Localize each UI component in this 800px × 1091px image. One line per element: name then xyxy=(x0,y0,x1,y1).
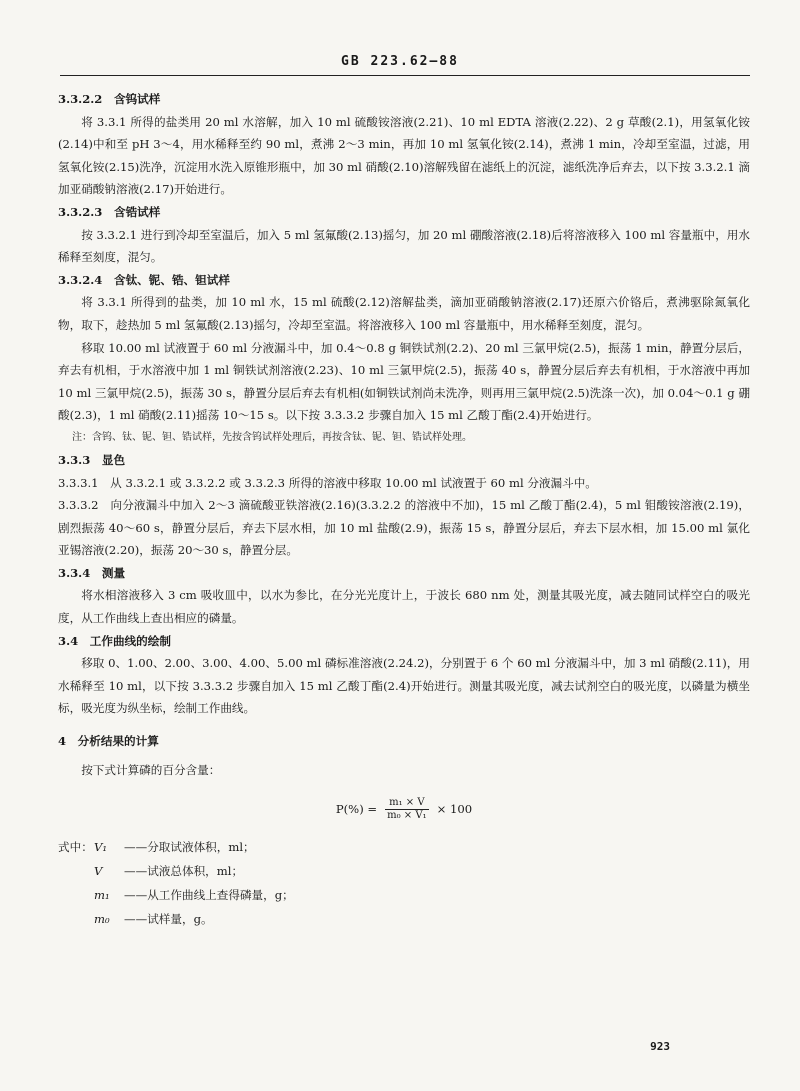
variable-desc: ——试液总体积，ml； xyxy=(124,864,244,879)
item-number: 3.3.3.1 xyxy=(58,475,99,490)
variable-row xyxy=(58,835,750,859)
formula-fraction xyxy=(383,797,430,822)
heading-3-3-2-3: 3.3.2.3 含锆试样 xyxy=(58,204,161,219)
note: 注：含钨、钛、铌、钽、锆试样，先按含钨试样处理后，再按含钛、铌、钽、锆试样处理。 xyxy=(72,431,472,443)
body-text xyxy=(58,88,750,931)
paragraph: 将 3.3.1 所得的盐类用 20 ml 水溶解，加入 10 ml 硫酸铵溶液(2.21)、10 ml EDTA 溶液(2.22)、2 g 草酸(2.1)，用氢氧化铵(2.14)中和至 pH 3～4，用水稀释至约 90 ml，煮沸 2～3 min，再加 10 ml 氢氧化铵(2.14)，煮沸 1 min，冷却至室温，过滤，用氢氧化铵(2.15)洗净，沉淀用水洗入原锥形瓶中，加 30 ml 硝酸(2.10)溶解残留在滤纸上的沉淀，滤纸洗净后弃去，以下按 3.3.2.1 滴加亚硝酸钠溶液(2.17)开始进行。 xyxy=(58,114,750,197)
formula-lhs: P(%) = xyxy=(335,801,378,816)
variable-row xyxy=(58,907,750,931)
paragraph: 将水相溶液移入 3 cm 吸收皿中，以水为参比，在分光光度计上，于波长 680 nm 处，测量其吸光度，减去随同试样空白的吸光度，从工作曲线上查出相应的磷量。 xyxy=(58,588,750,626)
formula-numerator: m₁ × V xyxy=(385,797,428,810)
variable-symbol: V xyxy=(94,864,103,879)
formula-denominator: m₀ × V₁ xyxy=(387,809,427,821)
formula-rhs: × 100 xyxy=(436,801,473,816)
variable-symbol: V₁ xyxy=(94,840,108,855)
paragraph: 移取 0、1.00、2.00、3.00、4.00、5.00 ml 磷标准溶液(2.24.2)，分别置于 6 个 60 ml 分液漏斗中，加 3 ml 硝酸(2.11)，用水稀释至 10 ml，以下按 3.3.3.2 步骤自加入 15 ml 乙酸丁酯(2.4)开始进行。测量其吸光度，减去试剂空白的吸光度，以磷量为横坐标，吸光度为纵坐标，绘制工作曲线。 xyxy=(58,656,750,716)
paragraph: 移取 10.00 ml 试液置于 60 ml 分液漏斗中，加 0.4～0.8 g 铜铁试剂(2.2)、20 ml 三氯甲烷(2.5)，振荡 1 min，静置分层后，弃去有机相，于水溶液中加 1 ml 铜铁试剂溶液(2.23)、10 ml 三氯甲烷(2.5)，振荡 40 s，静置分层后弃去有机相，于水溶液中再加 10 ml 三氯甲烷(2.5)，振荡 30 s，静置分层后弃去有机相(如铜铁试剂尚未洗净，则再用三氯甲烷(2.5)洗涤一次)，加 0.04～0.1 g 硼酸(2.3)，1 ml 硝酸(2.11)摇荡 10～15 s。以下按 3.3.3.2 步骤自加入 15 ml 乙酸丁酯(2.4)开始进行。 xyxy=(58,340,750,423)
variable-symbol: m₀ xyxy=(94,912,110,927)
formula xyxy=(58,785,750,833)
variable-desc: ——分取试液体积，ml； xyxy=(124,840,255,855)
paragraph: 将 3.3.1 所得到的盐类，加 10 ml 水，15 ml 硫酸(2.12)溶解盐类，滴加亚硝酸钠溶液(2.17)还原六价铬后，煮沸驱除氮氧化物，取下，趁热加 5 ml 氢氟酸(2.13)摇匀，冷却至室温。将溶液移入 100 ml 容量瓶中，用水稀释至刻度，混匀。 xyxy=(58,295,750,332)
header-rule xyxy=(60,75,750,76)
item-number: 3.3.3.2 xyxy=(58,498,99,513)
page-number: 923 xyxy=(650,1040,670,1053)
where-label: 式中： xyxy=(58,840,93,855)
heading-3-3-3: 3.3.3 显色 xyxy=(58,452,126,467)
heading-4: 4 分析结果的计算 xyxy=(58,734,159,749)
item-text: 向分液漏斗中加入 2～3 滴硫酸亚铁溶液(2.16)(3.3.2.2 的溶液中不加)，15 ml 乙酸丁酯(2.4)，5 ml 钼酸铵溶液(2.19)，剧烈振荡 40～60 s，静置分层后，弃去下层水相，加 10 ml 盐酸(2.9)，振荡 15 s，静置分层后，弃去下层水相，加 15.00 ml 氯化亚锡溶液(2.20)，振荡 20～30 s，静置分层。 xyxy=(58,498,750,558)
heading-3-3-2-2: 3.3.2.2 含钨试样 xyxy=(58,92,161,106)
heading-3-3-2-4: 3.3.2.4 含钛、铌、锆、钽试样 xyxy=(58,272,230,287)
variable-row xyxy=(58,859,750,883)
variable-desc: ——试样量，g。 xyxy=(124,912,213,927)
heading-3-3-4: 3.3.4 测量 xyxy=(58,565,126,580)
variable-symbol: m₁ xyxy=(94,888,110,903)
formula-intro: 按下式计算磷的百分含量： xyxy=(81,762,221,777)
item-text: 从 3.3.2.1 或 3.3.2.2 或 3.3.2.3 所得的溶液中移取 10.00 ml 试液置于 60 ml 分液漏斗中。 xyxy=(110,475,597,490)
standard-code: GB 223.62—88 xyxy=(341,54,459,69)
numbered-item-3-3-3-1 xyxy=(58,472,750,495)
heading-3-4: 3.4 工作曲线的绘制 xyxy=(58,633,171,648)
paragraph: 按 3.3.2.1 进行到冷却至室温后，加入 5 ml 氢氟酸(2.13)摇匀，加 20 ml 硼酸溶液(2.18)后将溶液移入 100 ml 容量瓶中，用水稀释至刻度，混匀。 xyxy=(58,227,750,265)
variable-desc: ——从工作曲线上查得磷量，g； xyxy=(124,888,294,903)
variable-row xyxy=(58,883,750,907)
numbered-item-3-3-3-2 xyxy=(58,494,750,562)
